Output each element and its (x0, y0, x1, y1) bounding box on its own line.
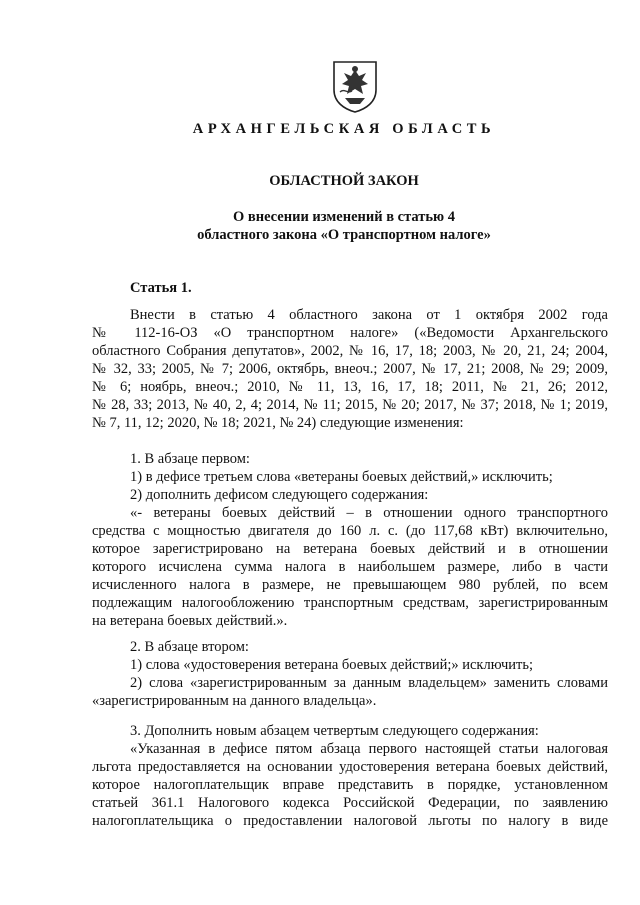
text-line: средства с мощностью двигателя до 160 л. с. (до 117,68 кВт) включительно, (92, 523, 608, 539)
text-line: Внести в статью 4 областного закона от 1 октября 2002 года (130, 307, 608, 323)
text-line: 1. В абзаце первом: (130, 451, 250, 467)
text-line: областного Собрания депутатов», 2002, № 16, 17, 18; 2003, № 20, 21, 24; 2004, (92, 343, 608, 359)
article-intro (92, 306, 608, 432)
coat-of-arms-icon (330, 58, 380, 114)
text-line: льгота предоставляется на основании удостоверения ветерана боевых действий, (92, 759, 608, 775)
text-line: которого исчислена сумма налога в наибольшем размере, либо в части (92, 559, 608, 575)
law-title-line-1: О внесении изменений в статью 4 (232, 209, 456, 225)
text-line: которое зарегистрировано на ветерана боевых действий и в отношении (92, 541, 608, 557)
amendment-section-1 (92, 450, 608, 630)
text-line: 2) слова «зарегистрированным за данным владельцем» заменить словами (130, 675, 608, 691)
text-line: 1) в дефисе третьем слова «ветераны боевых действий,» исключить; (130, 469, 553, 485)
text-line: исчисленного налога в размере, не превышающем 980 рублей, по всем (92, 577, 608, 593)
amendment-section-2 (92, 638, 608, 710)
region-name: АРХАНГЕЛЬСКАЯ ОБЛАСТЬ (192, 121, 496, 137)
text-line: № 32, 33; 2005, № 7; 2006, октябрь, внеоч.; 2007, № 17, 21; 2008, № 29; 2009, (92, 361, 608, 377)
text-line: «Указанная в дефисе пятом абзаца первого настоящей статьи налоговая (130, 741, 608, 757)
article-heading: Статья 1. (130, 280, 192, 296)
law-title-line-2: областного закона «О транспортном налоге» (197, 227, 491, 243)
text-line: 2) дополнить дефисом следующего содержания: (130, 487, 429, 503)
text-line: 3. Дополнить новым абзацем четвертым следующего содержания: (130, 723, 539, 739)
text-line: № 28, 33; 2013, № 40, 2, 4; 2014, № 11; 2015, № 20; 2017, № 37; 2018, № 1; 2019, (92, 397, 608, 413)
amendment-section-3 (92, 722, 608, 830)
text-line: № 112-16-ОЗ «О транспортном налоге» («Ведомости Архангельского (92, 325, 608, 341)
text-line: 1) слова «удостоверения ветерана боевых действий;» исключить; (130, 657, 534, 673)
text-line: № 7, 11, 12; 2020, № 18; 2021, № 24) следующие изменения: (92, 415, 464, 431)
text-line: 2. В абзаце втором: (130, 639, 249, 655)
text-line: налогоплательщика о предоставлении налоговой льготы по налогу в виде (92, 813, 608, 829)
text-line: «зарегистрированным на данного владельца». (92, 693, 377, 709)
document-type: ОБЛАСТНОЙ ЗАКОН (269, 173, 419, 189)
text-line: которое налогоплательщик вправе представить в порядке, установленном (92, 777, 608, 793)
text-line: «- ветераны боевых действий – в отношении одного транспортного (130, 505, 608, 521)
text-line: № 6; ноябрь, внеоч.; 2010, № 11, 13, 16, 17, 18; 2011, № 21, 26; 2012, (92, 379, 608, 395)
text-line: статьей 361.1 Налогового кодекса Российской Федерации, по заявлению (92, 795, 608, 811)
text-line: подлежащим налогообложению транспортным средствам, зарегистрированным (92, 595, 608, 611)
text-line: на ветерана боевых действий.». (92, 613, 288, 629)
